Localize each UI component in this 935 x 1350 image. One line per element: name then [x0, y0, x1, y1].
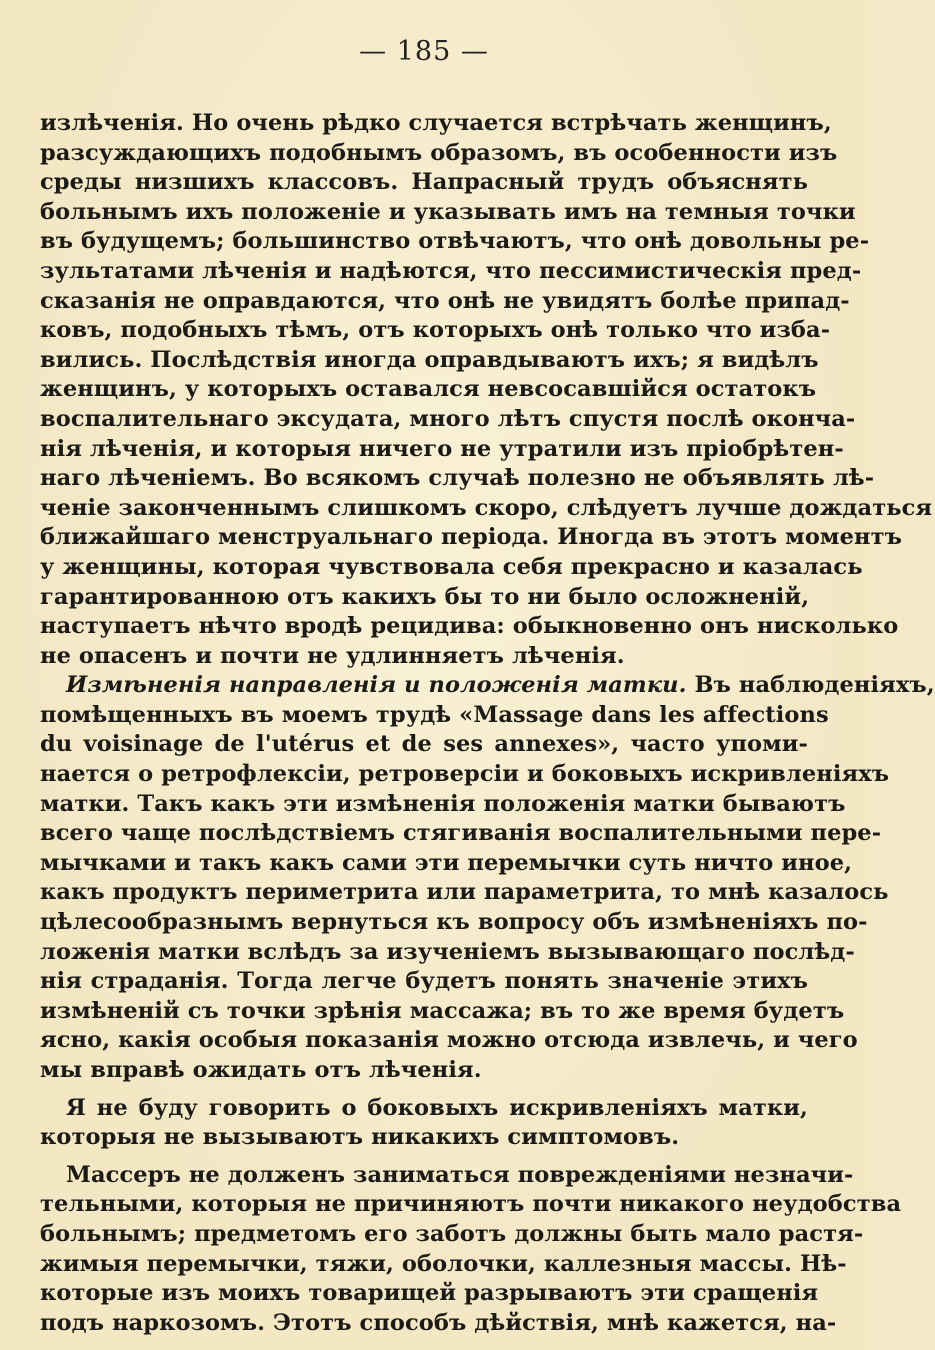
text-line: воспалительнаго эксудата, много лѣтъ спустя послѣ оконча-: [40, 405, 856, 432]
paragraph-3: [40, 1094, 808, 1153]
text-line: ченіе законченнымъ слишкомъ скоро, слѣдуетъ лучше дождаться: [40, 494, 933, 521]
text-line: которыя не вызываютъ никакихъ симптомовъ.: [40, 1124, 680, 1151]
text-line: у женщины, которая чувствовала себя прекрасно и казалась: [40, 553, 863, 580]
text-line: жимыя перемычки, тяжи, оболочки, каллезныя массы. Нѣ-: [40, 1250, 847, 1277]
text-line: которые изъ моихъ товарищей разрываютъ эти сращенія: [40, 1280, 819, 1307]
paragraph-4: [40, 1161, 902, 1339]
text-line: больнымъ; предметомъ его заботъ должны быть мало растя-: [40, 1220, 864, 1247]
text-line: тельными, которыя не причиняютъ почти никакого неудобства: [40, 1191, 902, 1218]
text-line: измѣненій съ точки зрѣнія массажа; въ то же время будетъ: [40, 997, 845, 1024]
text-line: женщинъ, у которыхъ оставался невсосавшійся остатокъ: [40, 376, 817, 403]
text-line: наступаетъ нѣчто вродѣ рецидива: обыкновенно онъ нисколько: [40, 613, 899, 640]
text-line: ясно, какія особыя показанія можно отсюда извлечь, и чего: [40, 1027, 858, 1054]
text-line: нается о ретрофлексіи, ретроверсіи и боковыхъ искривленіяхъ: [40, 761, 890, 788]
text-line: въ будущемъ; большинство отвѣчаютъ, что онѣ довольны ре-: [40, 228, 870, 255]
text-line: матки. Такъ какъ эти измѣненія положенія матки бываютъ: [40, 790, 846, 817]
text-line: помѣщенныхъ въ моемъ трудѣ «Massage dans les affections: [40, 701, 829, 728]
text-line: нія лѣченія, и которыя ничего не утратили изъ пріобрѣтен-: [40, 435, 844, 462]
text-line: нія страданія. Тогда легче будетъ понять значеніе этихъ: [40, 968, 808, 995]
text-line: вились. Послѣдствія иногда оправдываютъ ихъ; я видѣлъ: [40, 346, 819, 373]
text-line: не опасенъ и почти не удлинняетъ лѣченія.: [40, 642, 625, 669]
text-line: мычками и такъ какъ сами эти перемычки суть ничто иное,: [40, 849, 853, 876]
page-number: — 185 —: [359, 36, 489, 67]
text-line: разсуждающихъ подобнымъ образомъ, въ особенности изъ: [40, 139, 838, 166]
text-line: излѣченія. Но очень рѣдко случается встрѣчать женщинъ,: [40, 110, 832, 136]
heading-line-rest: Въ наблюденіяхъ,: [694, 672, 935, 699]
text-line: Массеръ не долженъ заниматься поврежденіями незначи-: [66, 1161, 854, 1188]
text-line: наго лѣченіемъ. Во всякомъ случаѣ полезно не объявлять лѣ-: [40, 465, 875, 492]
text-line: ложенія матки вслѣдъ за изученіемъ вызывающаго послѣд-: [40, 938, 855, 965]
text-line: ближайшаго менструальнаго періода. Иногда въ этотъ моментъ: [40, 524, 902, 551]
body-text: [40, 109, 935, 1338]
paragraph-1: [40, 109, 933, 671]
text-line: мы вправѣ ожидать отъ лѣченія.: [40, 1057, 482, 1083]
text-line: du voisinage de l'utérus et de ses annexes», часто упоми-: [40, 731, 808, 758]
text-line: цѣлесообразнымъ вернуться къ вопросу объ измѣненіяхъ по-: [40, 909, 868, 936]
text-line: гарантированною отъ какихъ бы то ни было осложненій,: [40, 583, 810, 610]
paragraph-2: [40, 671, 935, 1085]
text-line: зультатами лѣченія и надѣются, что пессимистическія пред-: [40, 257, 862, 284]
text-line: больнымъ ихъ положеніе и указывать имъ на темныя точки: [40, 198, 856, 225]
text-line: среды низшихъ классовъ. Напрасный трудъ объяснять: [40, 169, 808, 196]
text-line: подъ наркозомъ. Этотъ способъ дѣйствія, мнѣ кажется, на-: [40, 1309, 837, 1336]
text-line: Я не буду говорить о боковыхъ искривленіяхъ матки,: [66, 1094, 808, 1121]
text-line: [40, 671, 935, 701]
section-heading: Измѣненія направленія и положенія матки.: [66, 672, 687, 699]
text-line: какъ продуктъ периметрита или параметрита, то мнѣ казалось: [40, 879, 889, 906]
text-line: ковъ, подобныхъ тѣмъ, отъ которыхъ онѣ только что изба-: [40, 317, 831, 344]
text-line: всего чаще послѣдствіемъ стягиванія воспалительными пере-: [40, 820, 882, 847]
text-line: сказанія не оправдаются, что онѣ не увидятъ болѣе припад-: [40, 287, 850, 314]
